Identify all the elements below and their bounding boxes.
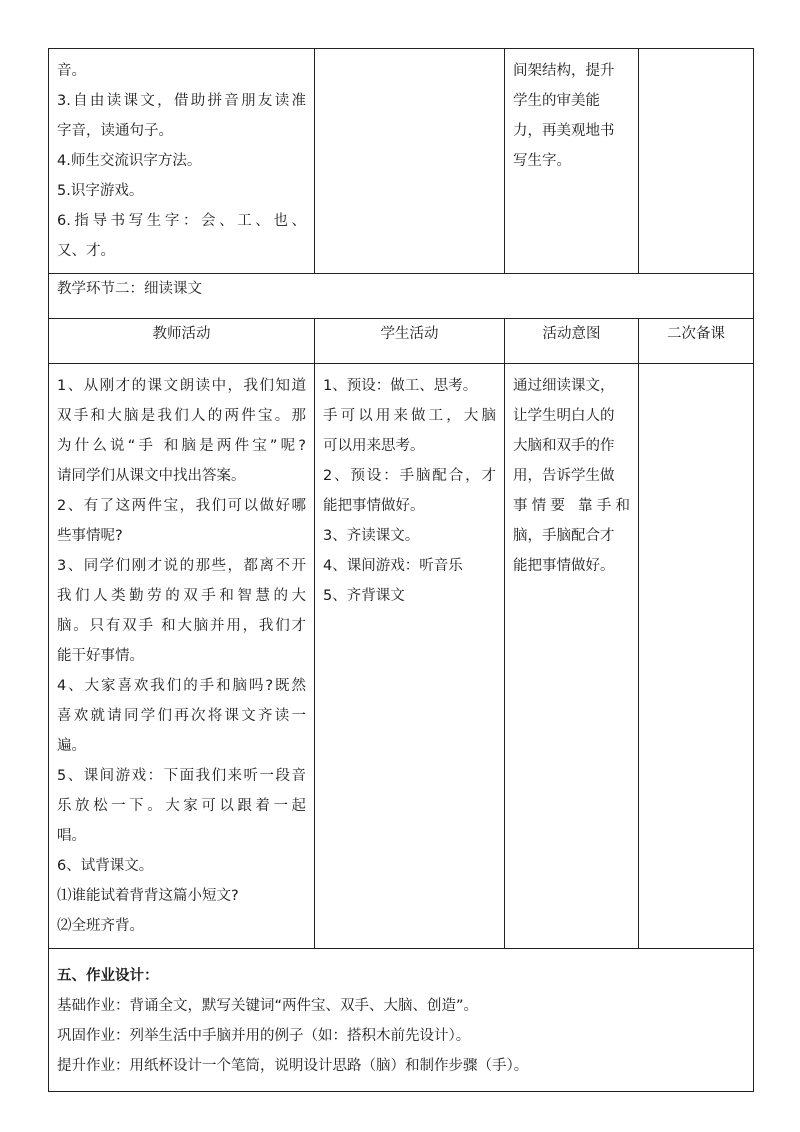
text-line: ⑴谁能试着背背这篇小短文?	[57, 888, 239, 904]
teacher-activity-text	[49, 364, 314, 948]
text-line: 事情要 靠手和	[513, 498, 630, 514]
text-line: 学生的审美能	[513, 93, 600, 109]
text-line: 能把事情做好。	[513, 558, 615, 574]
text-line: 力，再美观地书	[513, 123, 615, 139]
text-line: 遍。	[57, 738, 86, 754]
text-line: 用，告诉学生做	[513, 468, 615, 484]
activity-intent-cell	[505, 364, 639, 949]
header-activity-intent: 活动意图	[505, 319, 639, 364]
homework-row	[49, 949, 754, 1092]
text-line: 喜欢就请同学们再次将课文齐读一	[57, 708, 306, 724]
activity-intent-text	[505, 364, 638, 588]
text-line: 4、大家喜欢我们的手和脑吗?既然	[57, 678, 306, 694]
section-two-row	[49, 274, 754, 319]
text-line: 5、齐背课文	[323, 588, 405, 604]
text-line: 5、课间游戏：下面我们来听一段音	[57, 768, 306, 784]
text-line: 能把事情做好。	[323, 498, 425, 514]
section-two-cell	[49, 274, 754, 319]
text-line: 巩固作业：列举生活中手脑并用的例子（如：搭积木前先设计）。	[57, 1028, 471, 1044]
text-line: 我们人类勤劳的双手和智慧的大	[57, 588, 306, 604]
section-two-title: 教学环节二：细读课文	[57, 281, 202, 297]
text-line: 2、有了这两件宝，我们可以做好哪	[57, 498, 306, 514]
text-line: 5.识字游戏。	[57, 183, 144, 199]
lesson-plan-table	[48, 48, 754, 1092]
text-line: 乐放松一下。大家可以跟着一起	[57, 798, 306, 814]
teacher-activity-cell	[49, 364, 315, 949]
text-line: 6、试背课文。	[57, 858, 154, 874]
student-activity-cell	[315, 364, 505, 949]
text-line: 双手和大脑是我们人的两件宝。那	[57, 408, 306, 424]
text-line: 提升作业：用纸杯设计一个笔筒，说明设计思路（脑）和制作步骤（手）。	[57, 1058, 529, 1074]
text-line: 1、从刚才的课文朗读中，我们知道	[57, 378, 306, 394]
homework-cell	[49, 949, 754, 1092]
text-line: 基础作业：背诵全文，默写关键词“两件宝、双手、大脑、创造”。	[57, 998, 479, 1014]
activity-intent-cell	[505, 49, 639, 274]
continuation-row	[49, 49, 754, 274]
text-line: 1、预设：做工、思考。	[323, 378, 478, 394]
student-activity-text	[315, 49, 504, 63]
second-prep-cell	[639, 364, 754, 949]
text-line: 2、预设：手脑配合，才	[323, 468, 496, 484]
text-line: 请同学们从课文中找出答案。	[57, 468, 246, 484]
text-line: 能干好事情。	[57, 648, 144, 664]
text-line: 为什么说“手 和脑是两件宝”呢?	[57, 438, 306, 454]
text-line: 手可以用来做工，大脑	[323, 408, 496, 424]
text-line: 又、才。	[57, 243, 115, 259]
homework-title: 五、作业设计：	[57, 968, 159, 984]
text-line: 4.师生交流识字方法。	[57, 153, 202, 169]
text-line: 可以用来思考。	[323, 438, 425, 454]
student-activity-text	[315, 364, 504, 618]
text-line: 6.指导书写生字：会、工、也、	[57, 213, 306, 229]
second-prep-text	[639, 364, 753, 378]
text-line: 脑，手脑配合才	[513, 528, 615, 544]
header-second-prep: 二次备课	[639, 319, 754, 364]
text-line: 4、课间游戏：听音乐	[323, 558, 463, 574]
column-header-row	[49, 319, 754, 364]
teacher-activity-text	[49, 49, 314, 273]
text-line: 间架结构，提升	[513, 63, 615, 79]
text-line: ⑵全班齐背。	[57, 918, 144, 934]
teacher-activity-cell	[49, 49, 315, 274]
activities-row	[49, 364, 754, 949]
header-teacher-activity: 教师活动	[49, 319, 315, 364]
text-line: 3、齐读课文。	[323, 528, 420, 544]
text-line: 3.自由读课文，借助拼音朋友读准	[57, 93, 306, 109]
text-line: 让学生明白人的	[513, 408, 615, 424]
text-line: 唱。	[57, 828, 86, 844]
text-line: 写生字。	[513, 153, 571, 169]
homework-lines	[57, 991, 745, 1081]
second-prep-text	[639, 49, 753, 63]
text-line: 大脑和双手的作	[513, 438, 615, 454]
text-line: 音。	[57, 63, 86, 79]
header-student-activity: 学生活动	[315, 319, 505, 364]
text-line: 3、同学们刚才说的那些，都离不开	[57, 558, 306, 574]
text-line: 些事情呢?	[57, 528, 123, 544]
text-line: 脑。只有双手 和大脑并用，我们才	[57, 618, 306, 634]
text-line: 通过细读课文，	[513, 378, 615, 394]
text-line: 字音，读通句子。	[57, 123, 173, 139]
activity-intent-text	[505, 49, 638, 183]
student-activity-cell	[315, 49, 505, 274]
second-prep-cell	[639, 49, 754, 274]
